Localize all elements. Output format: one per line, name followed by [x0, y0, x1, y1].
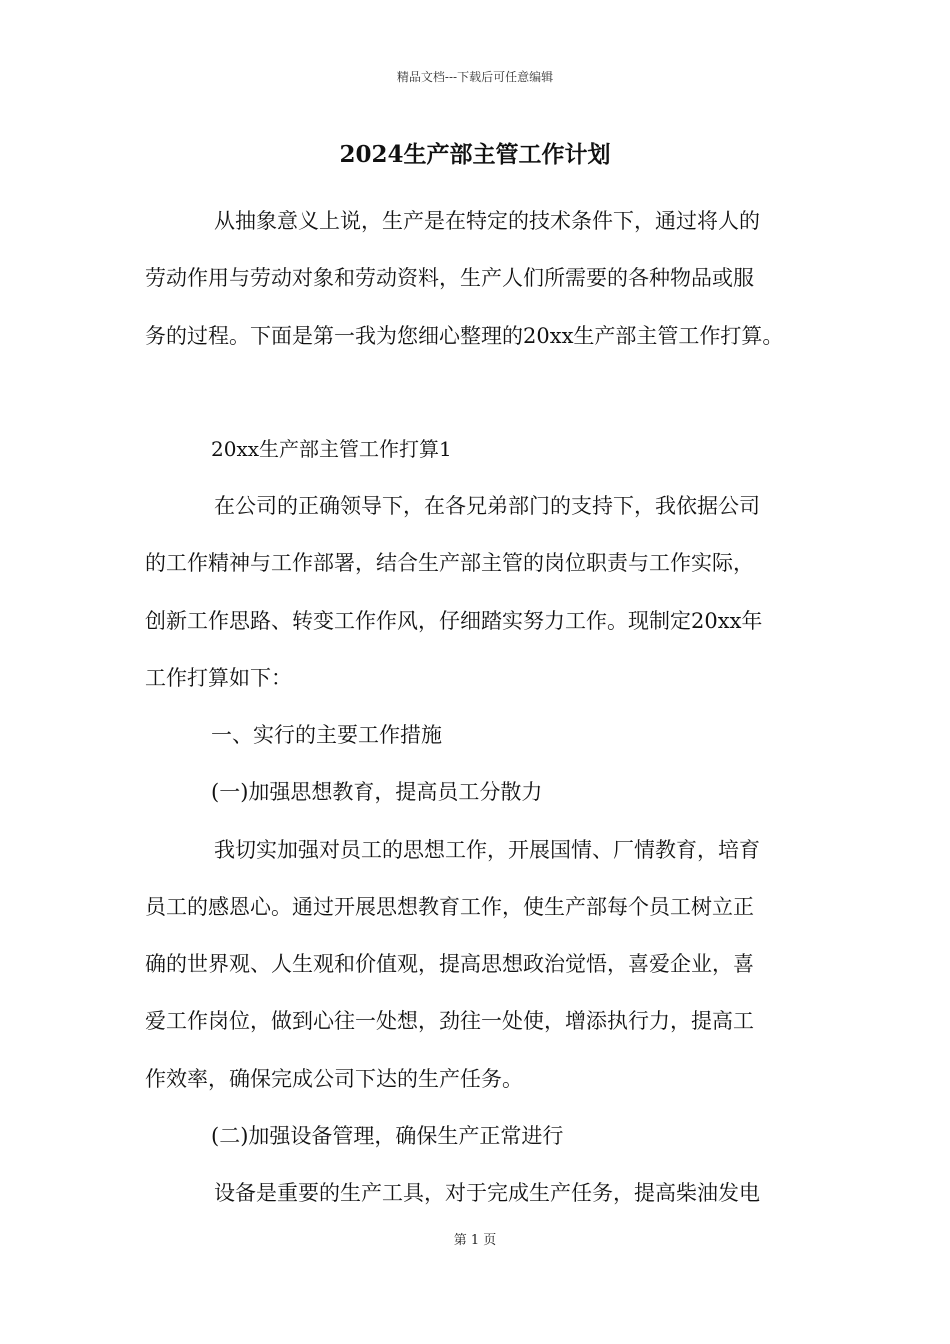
subheading: (二)加强设备管理，确保生产正常进行	[211, 1124, 564, 1148]
document-title: 2024生产部主管工作计划	[339, 141, 611, 168]
subheading: 一、实行的主要工作措施	[211, 723, 442, 747]
body-line: 的工作精神与工作部署，结合生产部主管的岗位职责与工作实际，	[145, 551, 754, 575]
body-line: 作效率，确保完成公司下达的生产任务。	[145, 1067, 523, 1091]
body-line: 我切实加强对员工的思想工作，开展国情、厂情教育，培育	[214, 838, 760, 862]
body-line: 劳动作用与劳动对象和劳动资料，生产人们所需要的各种物品或服	[145, 266, 754, 290]
body-line: 在公司的正确领导下，在各兄弟部门的支持下，我依据公司	[214, 494, 760, 518]
body-line: 爱工作岗位，做到心往一处想，劲往一处使，增添执行力，提高工	[145, 1009, 754, 1033]
page-number: 第 1 页	[453, 1233, 497, 1248]
body-line: 确的世界观、人生观和价值观，提高思想政治觉悟，喜爱企业，喜	[145, 952, 754, 976]
body-line: 创新工作思路、转变工作作风，仔细踏实努力工作。现制定20xx年	[145, 609, 763, 633]
body-line: 务的过程。下面是第一我为您细心整理的20xx生产部主管工作打算。	[145, 324, 784, 348]
body-line: 工作打算如下：	[145, 666, 292, 690]
body-line: 从抽象意义上说，生产是在特定的技术条件下，通过将人的	[214, 209, 760, 233]
body-line: 员工的感恩心。通过开展思想教育工作，使生产部每个员工树立正	[145, 895, 754, 919]
subheading: (一)加强思想教育，提高员工分散力	[211, 780, 543, 804]
section-heading: 20xx生产部主管工作打算1	[211, 437, 452, 461]
body-line: 设备是重要的生产工具，对于完成生产任务，提高柴油发电	[214, 1181, 760, 1205]
header-note: 精品文档---下载后可任意编辑	[396, 70, 554, 84]
